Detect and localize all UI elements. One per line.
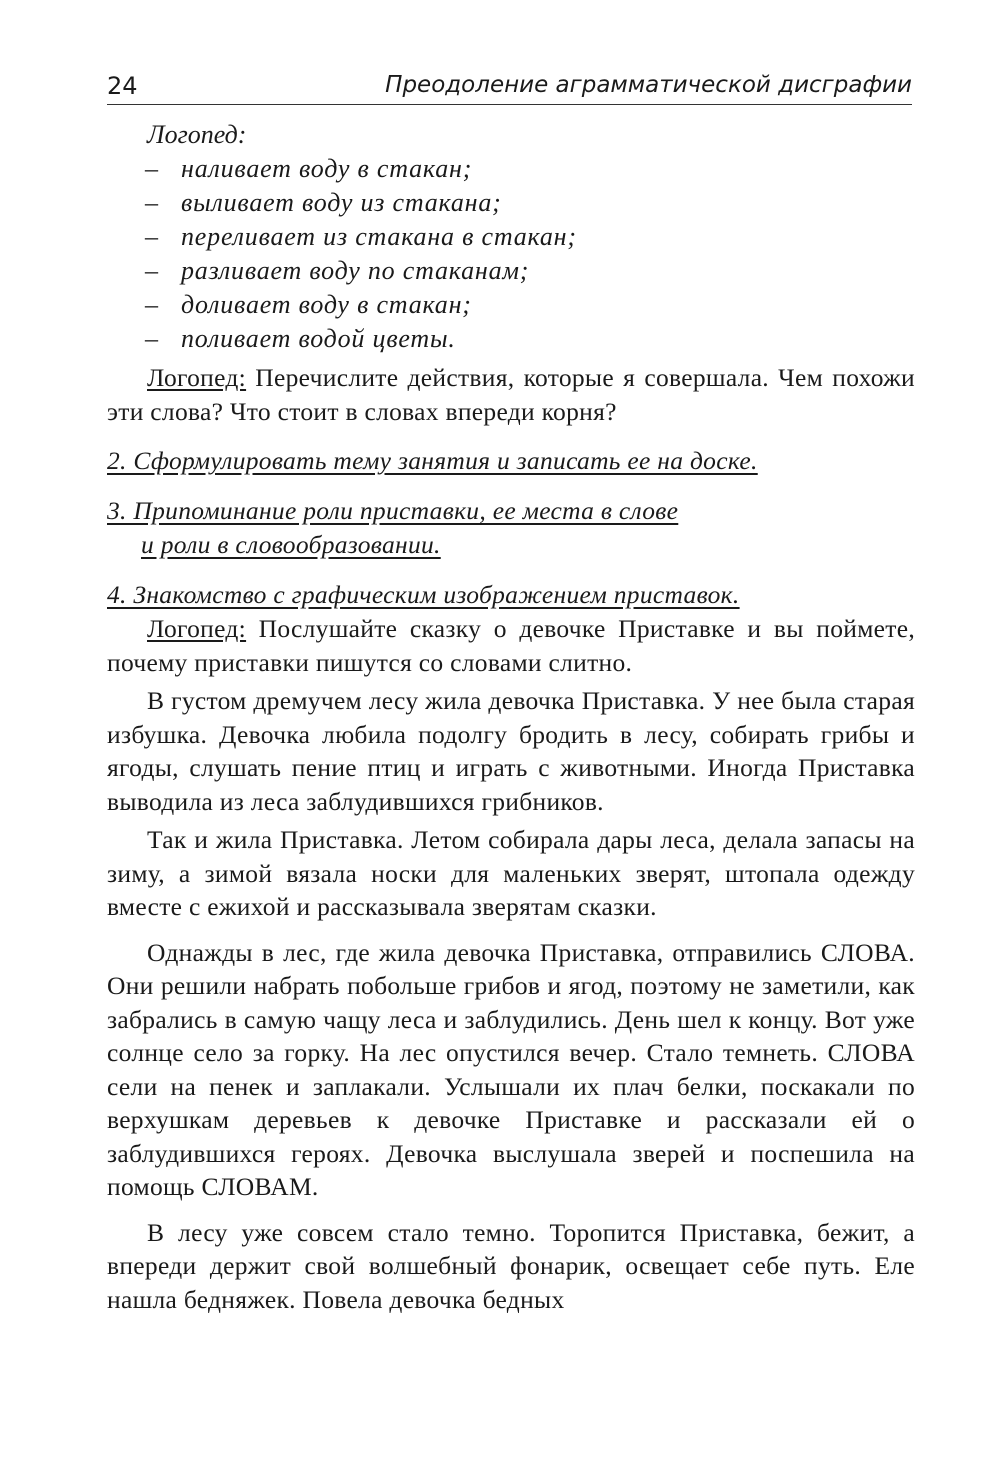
running-title: Преодоление аграмматической дисграфии	[385, 72, 912, 98]
story-paragraph: Однажды в лес, где жила девочка Приставка, отправились СЛОВА. Они решили набрать побольше грибов и ягод, поэтому не заметили, как забрались в самую чащу леса и заблудились. День шел к концу. Вот уже солнце село за горку. На лес опустился вечер. Стало темнеть. СЛОВА сели на пенек и заплакали. Услышали их плач белки, поскакали по верхушкам деревьев к девочке Приставке и рассказали ей о заблудившихся героях. Девочка выслушала зверей и поспешила на помощь СЛОВАМ.	[107, 937, 915, 1201]
story-paragraph: В густом дремучем лесу жила девочка Приставка. У нее была старая избушка. Девочка любила подолгу бродить в лесу, собирать грибы и ягоды, слушать пение птиц и играть с животными. Иногда Приставка выводила из леса заблудившихся грибников.	[107, 686, 915, 816]
story-paragraph: В лесу уже совсем стало темно. Торопится Приставка, бежит, а впереди держит свой волшебный фонарик, освещает себе путь. Еле нашла бедняжек. Повела девочка бедных	[107, 1217, 915, 1314]
page-number: 24	[107, 72, 138, 100]
speaker-label: Логопед:	[147, 120, 247, 149]
page-body	[107, 118, 915, 1316]
step-2-heading: 2. Сформулировать тему занятия и записать ее на доске.	[107, 446, 758, 475]
tale-intro-paragraph: Логопед: Послушайте сказку о девочке Приставке и вы поймете, почему приставки пишутся со словами слитно.	[107, 614, 915, 677]
list-item: – разливает воду по стаканам;	[145, 256, 530, 285]
list-item: – переливает из стакана в стакан;	[145, 222, 577, 251]
step-3-heading: 3. Припоминание роли приставки, ее места в слове и роли в словообразовании.	[107, 496, 679, 559]
actions-list	[107, 152, 915, 356]
list-item: – наливает воду в стакан;	[145, 154, 473, 183]
speaker-label: Логопед:	[147, 363, 247, 392]
speaker-label: Логопед:	[147, 614, 247, 643]
question-paragraph: Логопед: Перечислите действия, которые я совершала. Чем похожи эти слова? Что стоит в словах впереди корня?	[107, 363, 915, 426]
page-header	[107, 70, 912, 105]
story-paragraph: Так и жила Приставка. Летом собирала дары леса, делала запасы на зиму, а зимой вязала носки для маленьких зверят, штопала одежду вместе с ежихой и рассказывала зверятам сказки.	[107, 825, 915, 921]
list-item: – выливает воду из стакана;	[145, 188, 502, 217]
step-4-heading: 4. Знакомство с графическим изображением приставок.	[107, 580, 740, 609]
list-item: – доливает воду в стакан;	[145, 290, 472, 319]
list-item: – поливает водой цветы.	[145, 324, 456, 353]
